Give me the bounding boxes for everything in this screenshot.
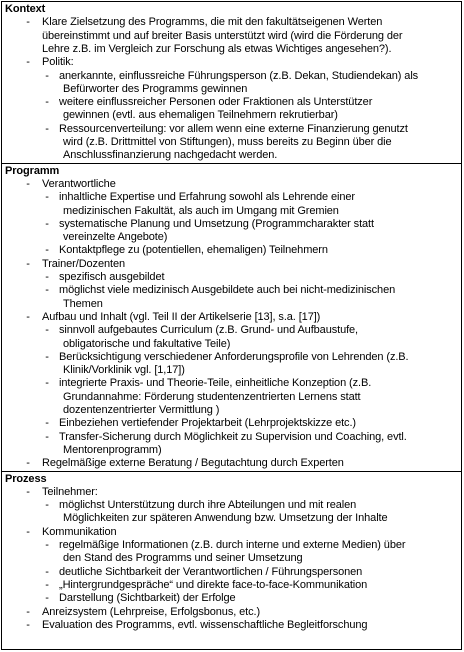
sub-bullet-dash: - (45, 271, 49, 283)
sub-bullet-dash: - (45, 417, 49, 430)
sub-item-text: Berücksichtigung verschiedener Anforderungsprofile von Lehrenden (z.B. (59, 350, 409, 363)
sub-item-text: gewinnen (evtl. aus ehemaligen Teilnehmern rekrutierbar) (63, 109, 338, 122)
sub-item-text: sinnvoll aufgebautes Curriculum (z.B. Grund- und Aufbaustufe, (59, 324, 359, 337)
sub-bullet-dash: - (45, 350, 49, 363)
sub-item-text: Befürworter des Programms gewinnen (63, 82, 248, 95)
list-item-text: Evaluation des Programms, evtl. wissenschaftliche Begleitforschung (42, 618, 368, 631)
bullet-dash: - (26, 310, 30, 323)
sub-bullet-dash: - (45, 578, 49, 591)
list-item-text: übereinstimmt und auf breiter Basis unterstützt wird (wird die Förderung der (42, 29, 403, 42)
sub-item-text: Einbeziehen vertiefender Projektarbeit (Lehrprojektskizze etc.) (59, 417, 356, 430)
list-item-text: Kommunikation (42, 525, 117, 538)
bullet-dash: - (26, 457, 30, 470)
section-divider (2, 163, 461, 164)
sub-item-text: regelmäßige Informationen (z.B. durch interne und externe Medien) über (59, 539, 406, 551)
sub-item-text: möglichst viele medizinisch Ausgebildete auch bei nicht-medizinischen (59, 284, 396, 297)
bullet-dash: - (26, 485, 30, 498)
sub-item-text: weitere einflussreicher Personen oder Fraktionen als Unterstützer (59, 96, 373, 109)
sub-bullet-dash: - (45, 430, 49, 443)
sub-bullet-dash: - (45, 565, 49, 578)
sub-item-text: obligatorische und fakultative Teile) (63, 337, 231, 350)
sub-bullet-dash: - (45, 539, 49, 551)
sub-item-text: wird (z.B. Drittmittel von Stiftungen), muss bereits zu Beginn über die (63, 136, 392, 148)
sub-bullet-dash: - (45, 244, 49, 257)
sub-item-text: dozentenzentrierter Vermittlung ) (63, 404, 220, 416)
bullet-dash: - (26, 618, 30, 631)
sub-item-text: Themen (63, 297, 103, 310)
sub-bullet-dash: - (45, 592, 49, 605)
sub-bullet-dash: - (45, 191, 49, 204)
section-heading: Programm (5, 164, 60, 177)
sub-item-text: spezifisch ausgebildet (59, 271, 165, 283)
sub-item-text: möglichst Unterstützung durch ihre Abteilungen und mit realen (59, 499, 357, 512)
section-heading: Prozess (5, 472, 47, 485)
sub-item-text: Darstellung (Sichtbarkeit) der Erfolge (59, 592, 236, 605)
sub-bullet-dash: - (45, 499, 49, 512)
section-divider (2, 471, 461, 472)
list-item-text: Aufbau und Inhalt (vgl. Teil II der Artikelserie [13], s.a. [17]) (42, 310, 321, 323)
bullet-dash: - (26, 525, 30, 538)
list-item-text: Verantwortliche (42, 177, 116, 190)
sub-bullet-dash: - (45, 122, 49, 135)
sub-item-text: systematische Planung und Umsetzung (Programmcharakter statt (59, 217, 374, 230)
list-item-text: Anreizsystem (Lehrpreise, Erfolgsbonus, etc.) (42, 605, 261, 618)
bullet-dash: - (26, 605, 30, 618)
sub-item-text: inhaltliche Expertise und Erfahrung sowohl als Lehrende einer (59, 191, 355, 204)
sub-item-text: vereinzelte Angebote) (63, 231, 168, 244)
sub-item-text: Transfer-Sicherung durch Möglichkeit zu Supervision und Coaching, evtl. (59, 430, 407, 443)
sub-bullet-dash: - (45, 324, 49, 337)
sub-item-text: Grundannahme: Förderung studentenzentrierten Lernens statt (63, 390, 361, 403)
sub-item-text: Ressourcenverteilung: vor allem wenn eine externe Finanzierung genutzt (59, 122, 408, 135)
sub-item-text: den Stand des Programms und seiner Umsetzung (63, 552, 303, 565)
sub-bullet-dash: - (45, 69, 49, 82)
sub-bullet-dash: - (45, 96, 49, 109)
sub-item-text: Anschlussfinanzierung nachgedacht werden. (63, 149, 278, 162)
criteria-table (1, 1, 462, 650)
list-item-text: Politik: (42, 56, 74, 69)
list-item-text: Lehre z.B. im Vergleich zur Forschung als etwas Wichtiges angesehen?). (42, 42, 392, 55)
bullet-dash: - (26, 257, 30, 270)
sub-item-text: deutliche Sichtbarkeit der Verantwortlichen / Führungspersonen (59, 565, 363, 578)
list-item-text: Trainer/Dozenten (42, 257, 125, 270)
bullet-dash: - (26, 16, 30, 29)
list-item-text: Regelmäßige externe Beratung / Begutachtung durch Experten (42, 457, 344, 470)
section-heading: Kontext (5, 3, 46, 15)
sub-item-text: „Hintergrundgespräche“ und direkte face-to-face-Kommunikation (59, 578, 368, 591)
sub-bullet-dash: - (45, 217, 49, 230)
sub-item-text: anerkannte, einflussreiche Führungsperson (z.B. Dekan, Studiendekan) als (59, 69, 419, 82)
sub-item-text: Klinik/Vorklinik vgl. [1,17]) (63, 364, 185, 377)
sub-bullet-dash: - (45, 377, 49, 390)
bullet-dash: - (26, 177, 30, 190)
sub-item-text: Möglichkeiten zur späteren Anwendung bzw. Umsetzung der Inhalte (63, 512, 388, 525)
sub-item-text: integrierte Praxis- und Theorie-Teile, einheitliche Konzeption (z.B. (59, 377, 372, 390)
list-item-text: Klare Zielsetzung des Programms, die mit den fakultätseigenen Werten (42, 16, 383, 29)
sub-item-text: medizinischen Fakultät, als auch im Umgang mit Gremien (63, 204, 339, 217)
sub-item-text: Mentorenprogramm) (63, 443, 162, 456)
sub-item-text: Kontaktpflege zu (potentiellen, ehemaligen) Teilnehmern (59, 244, 328, 257)
sub-bullet-dash: - (45, 284, 49, 297)
list-item-text: Teilnehmer: (42, 485, 98, 498)
bullet-dash: - (26, 56, 30, 69)
